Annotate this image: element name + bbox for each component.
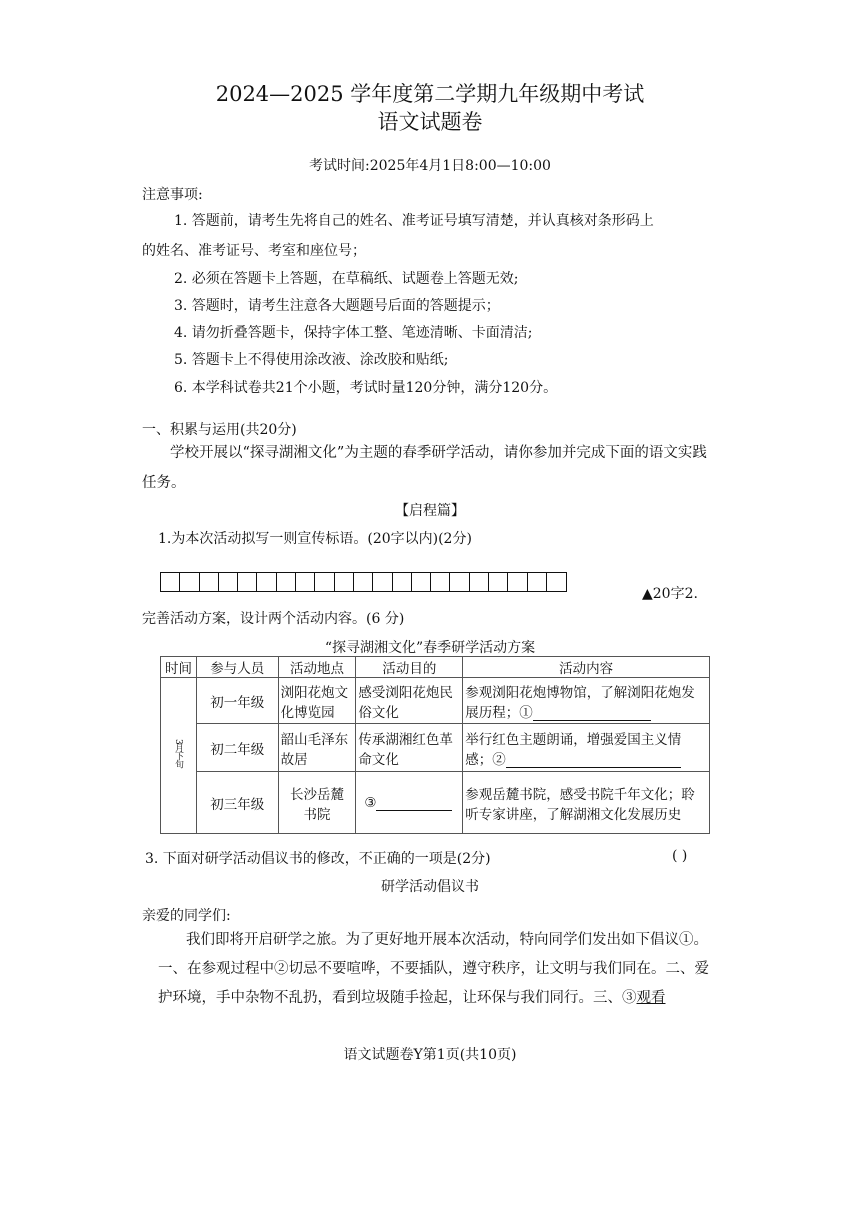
answer-blank-1[interactable] — [533, 720, 651, 721]
content-text: 举行红色主题朗诵，增强爱国主义情感；② — [465, 731, 682, 768]
question-1: 1.为本次活动拟写一则宣传标语。(20字以内)(2分) — [158, 531, 472, 547]
answer-blank-2[interactable] — [506, 767, 681, 768]
question-3: 3. 下面对研学活动倡议书的修改，不正确的一项是(2分) — [145, 851, 491, 867]
part-title: 【启程篇】 — [395, 503, 465, 519]
word-limit-mark: ▲20字2. — [642, 586, 698, 602]
proposal-title: 研学活动倡议书 — [381, 879, 479, 895]
note-item: 3. 答题时，请考生注意各大题题号后面的答题提示； — [174, 298, 500, 314]
answer-blank-3[interactable] — [376, 810, 452, 811]
note-item: 6. 本学科试卷共21个小题，考试时量120分钟，满分120分。 — [174, 380, 558, 396]
exam-time: 考试时间:2025年4月1日8:00—10:00 — [309, 158, 551, 174]
table-row — [161, 772, 710, 834]
activity-plan-table — [160, 656, 710, 834]
question-2: 完善活动方案，设计两个活动内容。(6 分) — [142, 611, 405, 627]
grade-cell: 初三年级 — [196, 772, 278, 834]
header-purpose: 活动目的 — [356, 657, 463, 678]
proposal-body-text: 我们即将开启研学之旅。为了更好地开展本次活动，特向同学们发出如下倡议①。一、在参观过程中②切忌不要喧哗，不要插队，遵守秩序，让文明与我们同在。二、爱护环境，手中杂物不乱扔，看到垃圾随手捡起，让环保与我们同行。三、③ — [158, 932, 709, 1006]
note-item: 1. 答题前，请考生先将自己的姓名、准考证号填写清楚，并认真核对条形码上 — [174, 213, 654, 229]
section-heading: 一、积累与运用(共20分) — [142, 422, 297, 438]
place-cell: 韶山毛泽东故居 — [278, 724, 356, 772]
grade-cell: 初一年级 — [196, 678, 278, 724]
place-cell: 长沙岳麓书院 — [278, 772, 356, 834]
purpose-cell: 感受浏阳花炮民俗文化 — [356, 678, 463, 724]
slogan-answer-boxes[interactable] — [160, 572, 567, 592]
purpose-marker: ③ — [364, 794, 377, 811]
table-row — [161, 724, 710, 772]
proposal-body — [158, 926, 714, 1013]
time-value: 3月下旬 — [172, 739, 183, 768]
underlined-word: 观看 — [636, 990, 666, 1006]
note-item: 的姓名、准考证号、考室和座位号； — [142, 243, 366, 259]
content-text: 参观浏阳花炮博物馆，了解浏阳花炮发展历程；① — [465, 684, 695, 721]
purpose-cell — [356, 772, 463, 834]
time-cell — [161, 678, 197, 834]
table-caption: “探寻湖湘文化”春季研学活动方案 — [324, 640, 536, 656]
answer-parentheses[interactable]: ( ) — [672, 848, 688, 864]
header-participants: 参与人员 — [196, 657, 278, 678]
exam-subtitle: 语文试题卷 — [377, 110, 483, 134]
exam-title: 2024—2025 学年度第二学期九年级期中考试 — [215, 82, 645, 106]
note-item: 4. 请勿折叠答题卡，保持字体工整、笔迹清晰、卡面清洁; — [174, 325, 533, 341]
note-item: 5. 答题卡上不得使用涂改液、涂改胶和贴纸; — [174, 352, 449, 368]
header-place: 活动地点 — [278, 657, 356, 678]
notes-heading: 注意事项: — [142, 187, 203, 203]
content-cell: 参观岳麓书院，感受书院千年文化；聆听专家讲座，了解湖湘文化发展历史 — [463, 772, 710, 834]
table-row — [161, 678, 710, 724]
section-intro: 学校开展以“探寻湖湘文化”为主题的春季研学活动，请你参加并完成下面的语文实践任务。 — [142, 445, 707, 491]
table-header-row — [161, 657, 710, 678]
grade-cell: 初二年级 — [196, 724, 278, 772]
purpose-cell: 传承湖湘红色革命文化 — [356, 724, 463, 772]
content-cell — [463, 724, 710, 772]
note-item: 2. 必须在答题卡上答题，在草稿纸、试题卷上答题无效; — [174, 271, 519, 287]
header-content: 活动内容 — [463, 657, 710, 678]
page-footer: 语文试题卷Y第1页(共10页) — [343, 1047, 517, 1063]
header-time: 时间 — [161, 657, 197, 678]
place-cell: 浏阳花炮文化博览园 — [278, 678, 356, 724]
content-cell — [463, 678, 710, 724]
proposal-greeting: 亲爱的同学们: — [142, 908, 231, 924]
